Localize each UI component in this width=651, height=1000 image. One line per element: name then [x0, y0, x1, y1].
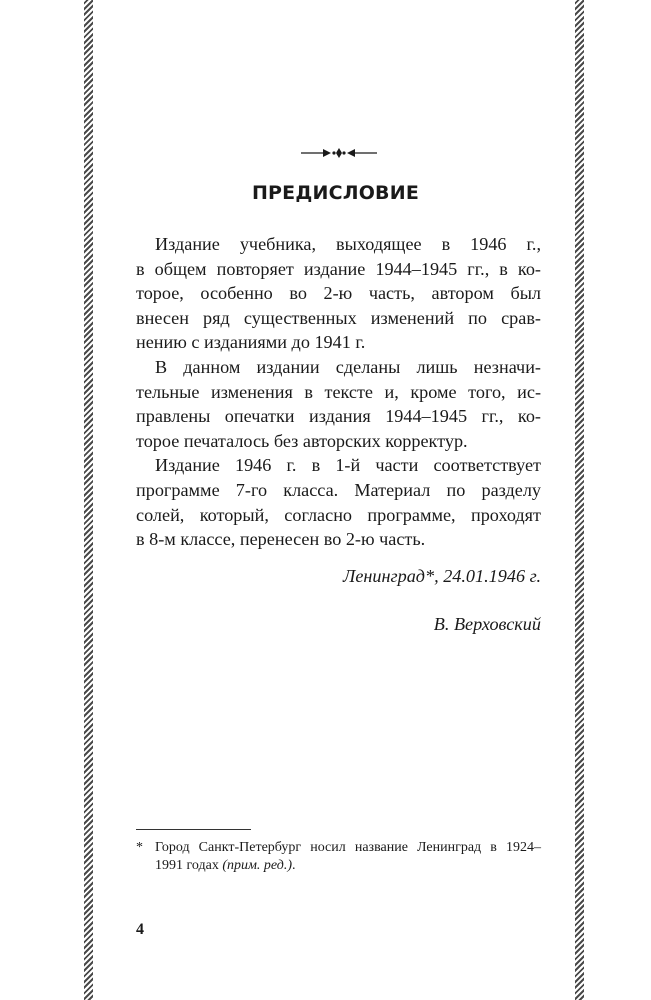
- text-line: в 8-м классе, перенесен во 2-ю часть.: [136, 529, 426, 550]
- text-line: внесен ряд существенных изменений по срав-: [136, 307, 541, 328]
- text-line: солей, который, согласно программе, проходят: [136, 504, 541, 525]
- text-line: Издание 1946 г. в 1-й части соответствует: [155, 455, 541, 476]
- text-line: В данном издании сделаны лишь незначи-: [155, 356, 541, 377]
- footnote: [136, 839, 541, 875]
- text-line: программе 7-го класса. Материал по разделу: [136, 479, 541, 500]
- text-line: правлены опечатки издания 1944–1945 гг., ко-: [136, 406, 541, 427]
- text-line: в общем повторяет издание 1944–1945 гг., в ко-: [136, 258, 541, 279]
- text-line: торое, особенно во 2-ю часть, автором был: [136, 283, 541, 304]
- text-line: нению с изданиями до 1941 г.: [136, 332, 366, 353]
- page-number: 4: [136, 921, 144, 938]
- editor-note: (прим. ред.): [222, 858, 293, 873]
- preface-body: [136, 232, 541, 552]
- decorative-border-right: [575, 0, 584, 1000]
- footnote-marker: *: [136, 840, 143, 855]
- footnote-text: 1991 годах: [155, 858, 223, 873]
- text-line: торое печаталось без авторских корректур.: [136, 430, 468, 451]
- author-signature: В. Верховский: [433, 614, 541, 634]
- ornament-divider-icon: [301, 146, 377, 160]
- place-date: Ленинград*, 24.01.1946 г.: [343, 566, 541, 586]
- footnote-divider: [136, 829, 251, 830]
- footnote-period: .: [292, 858, 296, 873]
- decorative-border-left: [84, 0, 93, 1000]
- page-title: ПРЕДИСЛОВИЕ: [251, 182, 420, 204]
- footnote-body: [155, 839, 541, 875]
- text-line: тельные изменения в тексте и, кроме того, ис-: [136, 381, 541, 402]
- text-line: Издание учебника, выходящее в 1946 г.,: [155, 234, 541, 254]
- footnote-line: [155, 857, 541, 875]
- footnote-line: Город Санкт-Петербург носил название Ленинград в 1924–: [155, 840, 541, 855]
